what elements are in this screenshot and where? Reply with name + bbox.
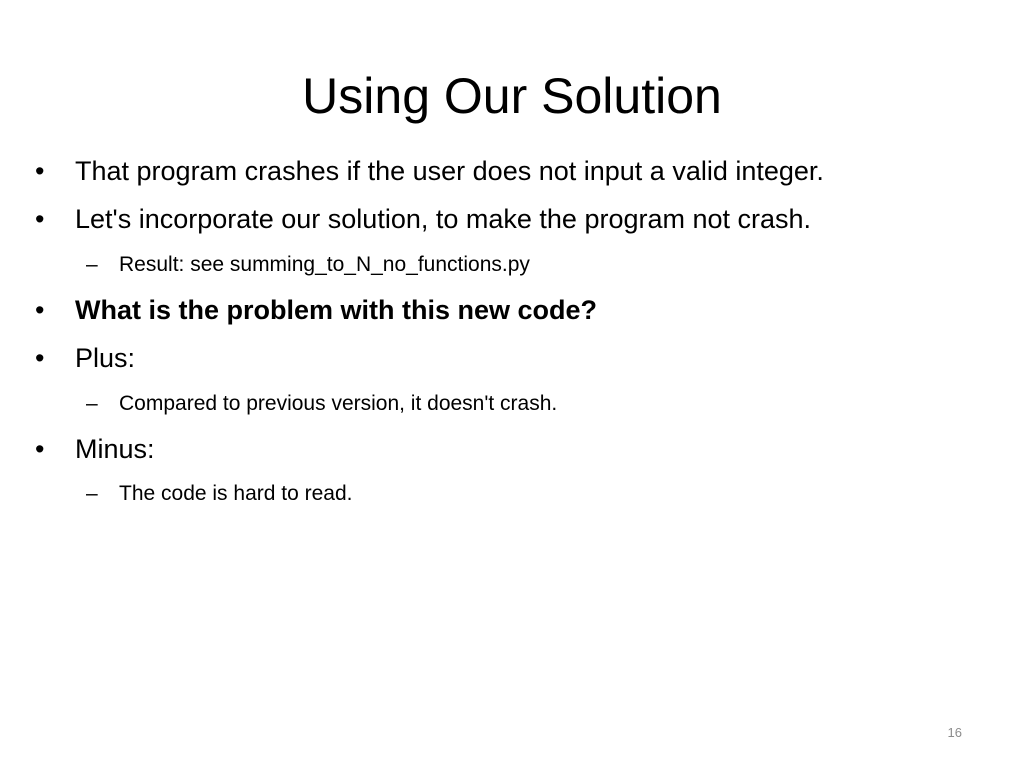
bullet-marker: • [35, 343, 45, 373]
bullet-text: Minus: [75, 434, 155, 464]
dash-marker: – [86, 253, 98, 276]
sub-bullet-item [86, 251, 530, 279]
sub-bullet-text: Result: see summing_to_N_no_functions.py [119, 253, 530, 276]
dash-marker: – [86, 392, 98, 415]
bullet-item [35, 202, 812, 236]
bullet-text: That program crashes if the user does not input a valid integer. [75, 156, 824, 186]
bullet-marker: • [35, 156, 45, 186]
sub-bullet-item [86, 480, 353, 508]
bullet-item [35, 293, 598, 327]
bullet-item [35, 154, 824, 188]
slide-title: Using Our Solution [302, 68, 722, 124]
sub-bullet-text: Compared to previous version, it doesn't crash. [119, 392, 558, 415]
bullet-item [35, 341, 136, 375]
bullet-marker: • [35, 434, 45, 464]
bullet-marker: • [35, 204, 45, 234]
sub-bullet-text: The code is hard to read. [119, 482, 353, 505]
bullet-item [35, 432, 155, 466]
bullet-text: Plus: [75, 343, 136, 373]
sub-bullet-item [86, 390, 558, 418]
bullet-text: What is the problem with this new code? [75, 295, 598, 325]
bullet-text: Let's incorporate our solution, to make the program not crash. [75, 204, 812, 234]
dash-marker: – [86, 482, 98, 505]
bullet-marker: • [35, 295, 45, 325]
page-number: 16 [947, 725, 962, 740]
